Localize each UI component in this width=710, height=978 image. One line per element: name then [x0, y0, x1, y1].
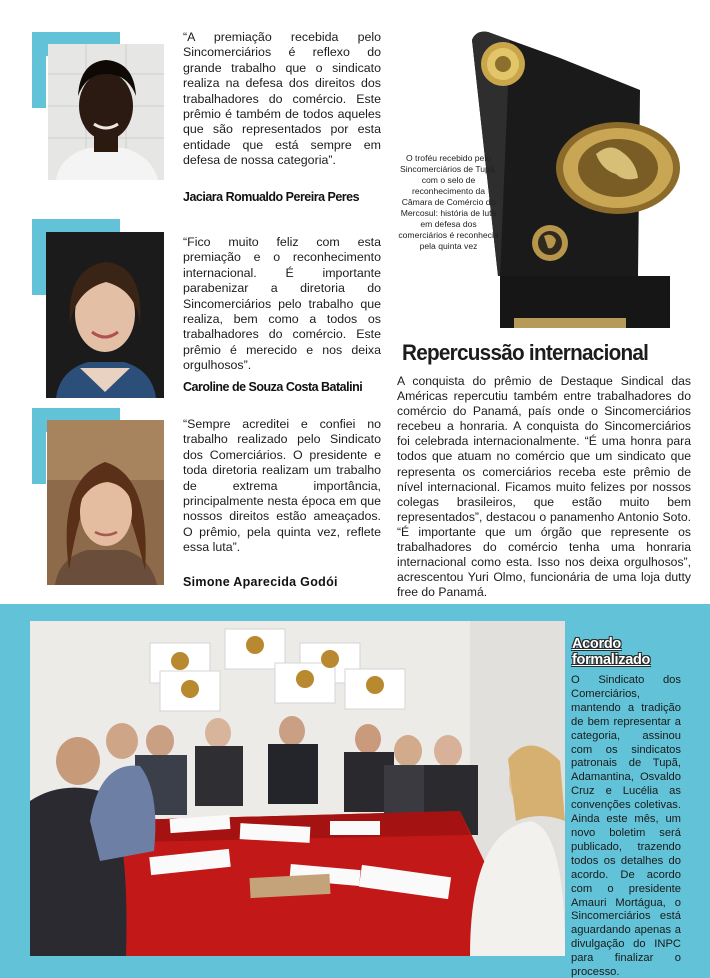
testimonial-quote: “Fico muito feliz com esta premiação e o reconhecimento internacional. É importante parabenizar a diretoria do Sincomerciários pelo trabalho que realiza, bem como a todos os trabalhadores do comércio. Este prêmio é merecido e nos deixa orgulhosos”. — [183, 235, 381, 373]
testimonial-quote: “Sempre acreditei e confiei no trabalho realizado pelo Sindicato dos Comerciários. O presidente e toda diretoria realizam um trabalho de extrema importância, principalmente nesta época em que nossos direitos estão ameaçados. O prêmio, pela quinta vez, reflete essa luta”. — [183, 417, 381, 555]
trophy-photo — [470, 30, 690, 335]
accent-block — [32, 408, 46, 484]
sidebar-body: O Sindicato dos Comerciários, mantendo a tradição de bem representar a categoria, assinou com os sindicatos patronais de Tupã, Adamantina, Osvaldo Cruz e Lucélia as convenções coletivas. Ainda este mês, um novo boletim será publicado, trazendo todos os detalhes do acordo. De acordo com o presidente Amauri Mortágua, o Sincomerciários está aguardando apenas a divulgação do INPC para finalizar o processo. — [571, 674, 681, 978]
portrait-photo-caroline — [46, 232, 164, 398]
article-body: A conquista do prêmio de Destaque Sindical das Américas repercutiu também entre trabalhadores do comércio do Panamá, país onde o Sincomerciários recebeu a honraria. A conquista do Sincomerciários foi celebrada internacionalmente. “É uma honra para todos que atuam no comércio que um sindicato que representa os comerciários receba este prêmio de nível internacional. Ficamos muito felizes por nossos colegas brasileiros, que estão muito bem representados”, destacou o panamenho Antonio Soto. “É importante que um órgão que represente os trabalhadores do comércio tenha uma honraria internacional como esta. Isso nos deixa orgulhosos”, acrescentou Yuri Olmo, funcionária de uma loja dutty free do Panamá. — [397, 374, 691, 600]
testimonial-author: Simone Aparecida Godói — [183, 575, 338, 589]
testimonial-author: Caroline de Souza Costa Batalini — [183, 380, 363, 394]
meeting-photo — [30, 621, 565, 956]
testimonial-author: Jaciara Romualdo Pereira Peres — [183, 190, 360, 204]
article-headline: Repercussão internacional — [402, 340, 649, 365]
portrait-photo-simone — [47, 420, 164, 585]
accent-block — [32, 32, 46, 108]
portrait-photo-jaciara — [48, 44, 164, 180]
accent-block — [32, 219, 46, 295]
trophy-caption: O troféu recebido pelo Sincomerciários de Tupã, com o selo de reconhecimento da Câmara de Comércio do Mercosul: história de luta em defesa dos comerciários é reconhecia pela quinta vez — [398, 153, 499, 251]
sidebar-title: Acordo formalizado — [572, 636, 651, 668]
testimonial-quote: “A premiação recebida pelo Sincomerciários é reflexo do grande trabalho que o sindicato realiza na defesa dos direitos dos trabalhadores do comércio. Este prêmio é também de todos aqueles que são representados por esta entidade que está sempre em defesa de nossa categoria”. — [183, 30, 381, 168]
